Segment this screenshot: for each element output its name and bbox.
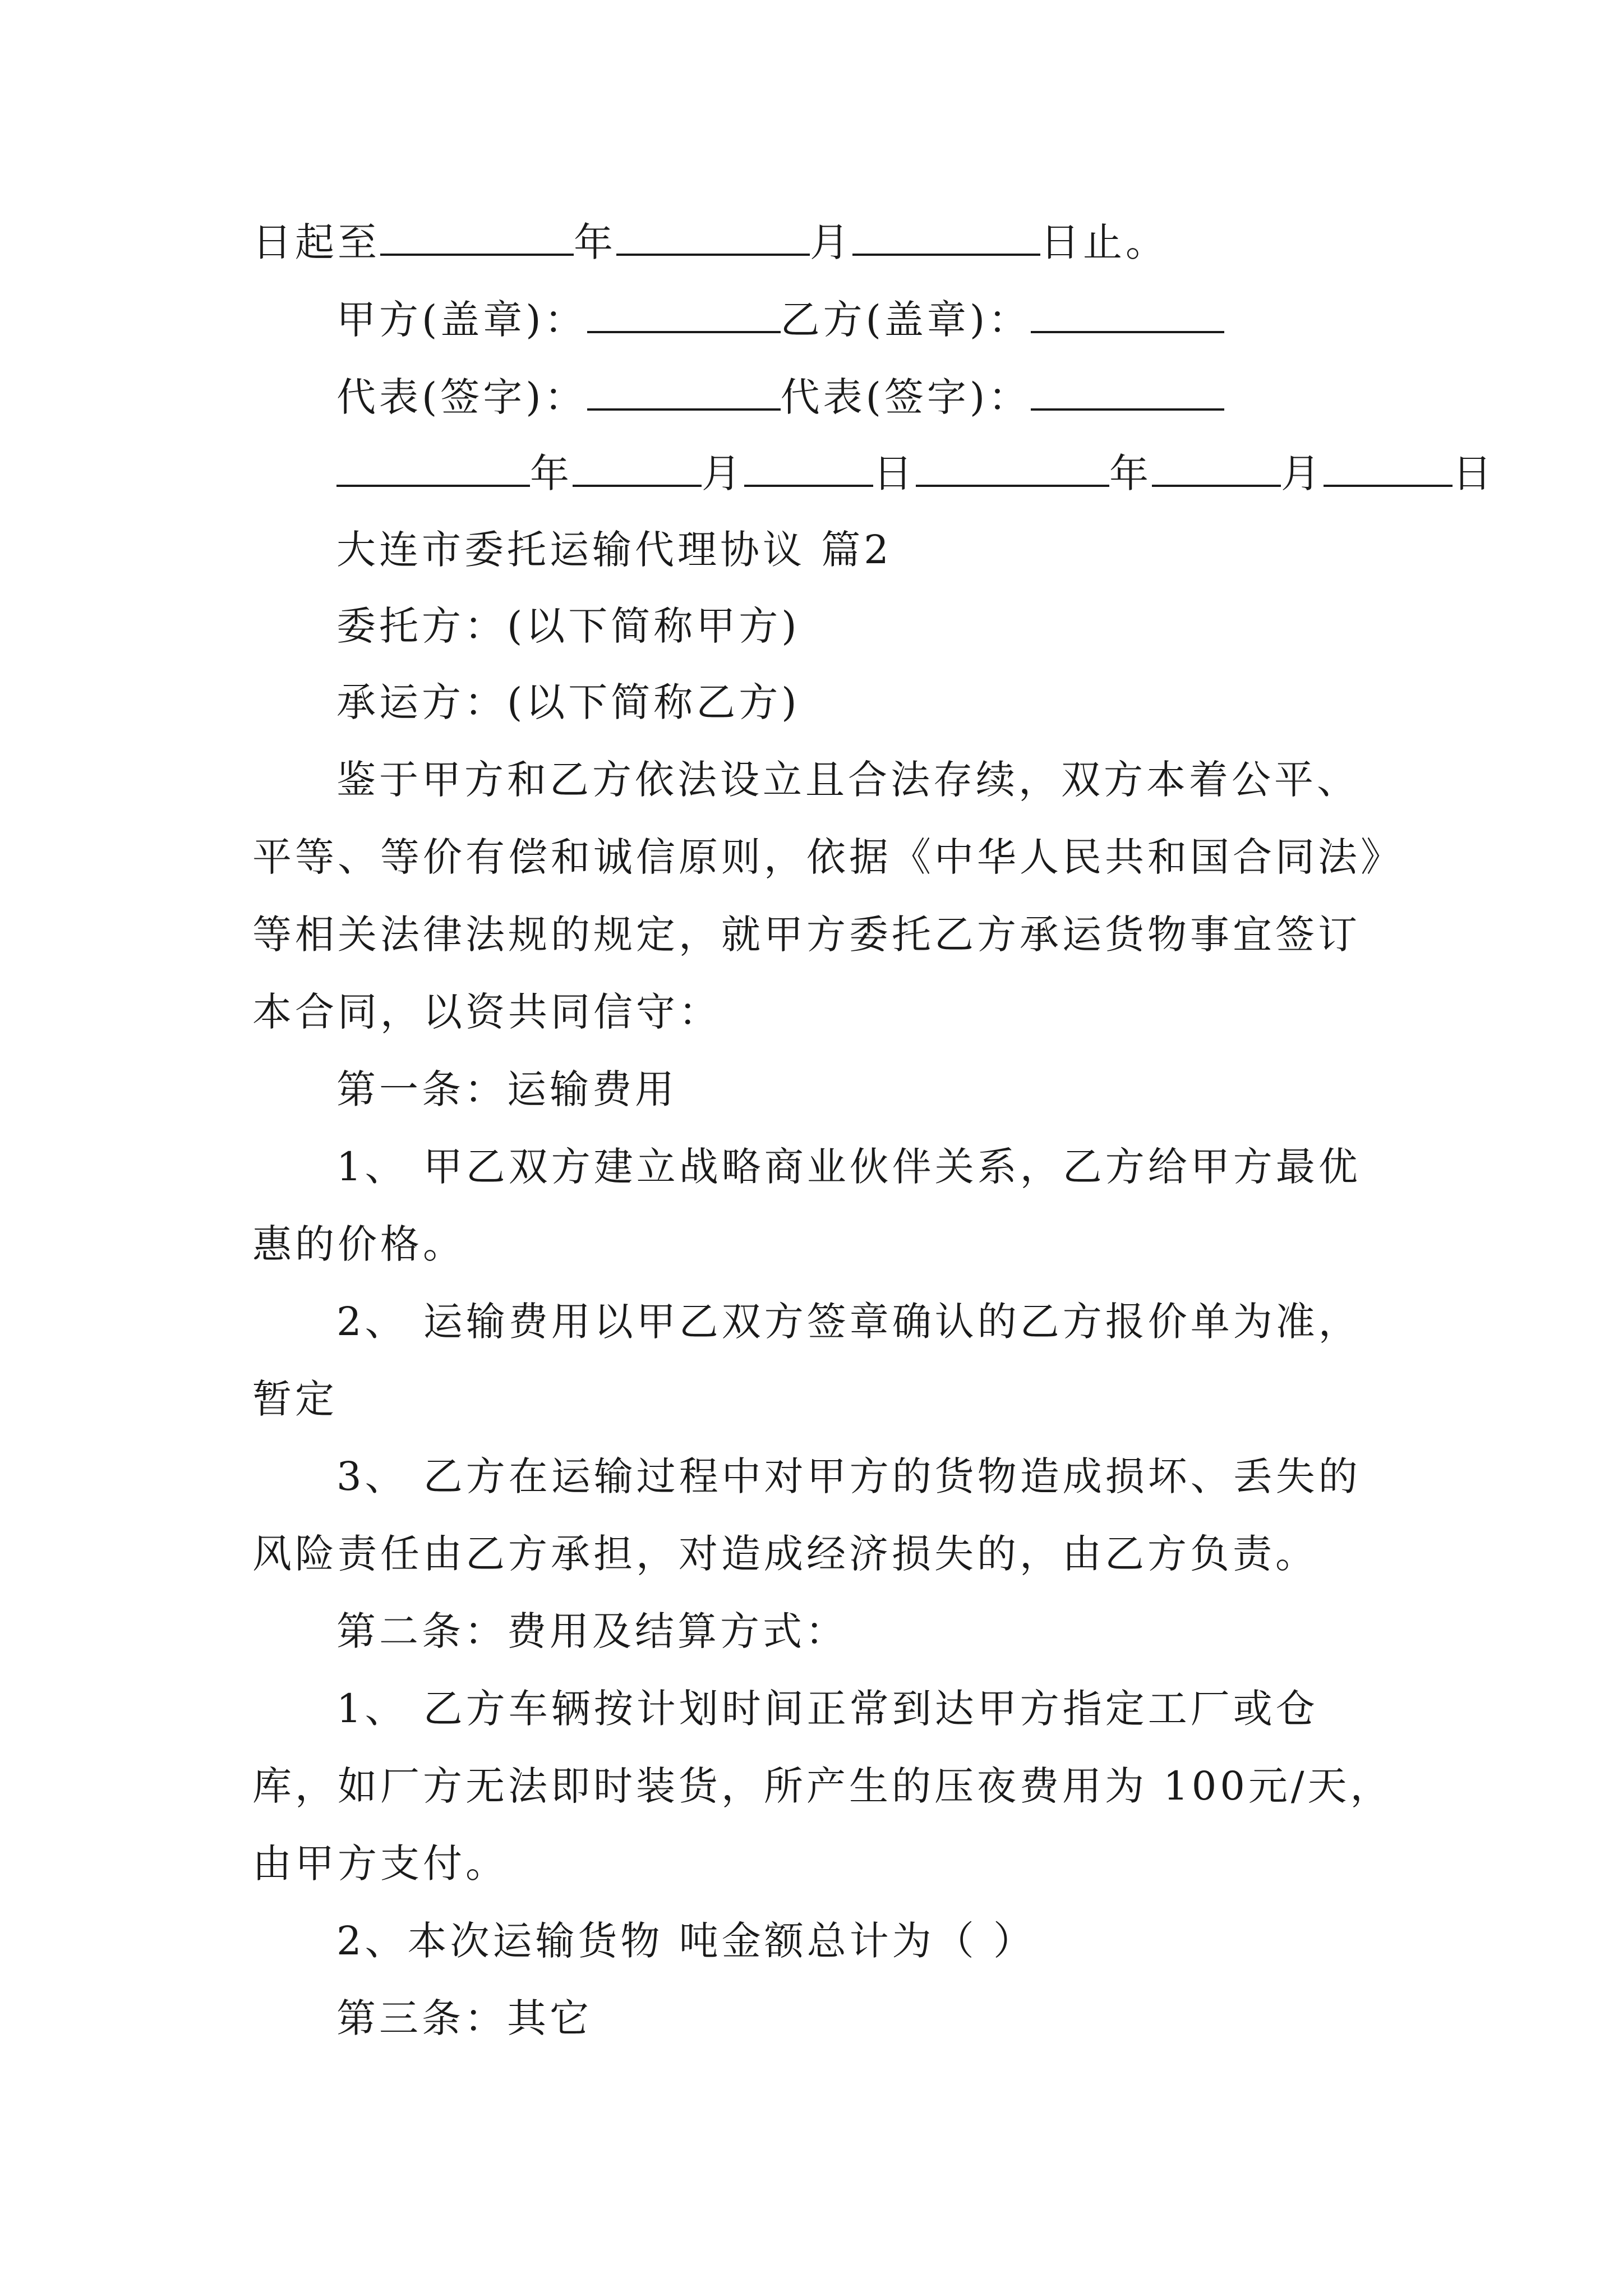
- article-1-item-2-line-1: 2、 运输费用以甲乙双方签章确认的乙方报价单为准，: [336, 1299, 1361, 1345]
- article-3-heading: 第三条：其它: [336, 1995, 592, 2041]
- party-b-seal-label: 乙方(盖章)：: [780, 297, 1031, 343]
- preamble-line-1: 鉴于甲方和乙方依法设立且合法存续，双方本着公平、: [336, 757, 1359, 803]
- party-b-month-label: 月: [1281, 450, 1324, 496]
- date-range-line: [252, 220, 1168, 265]
- text-year: 年: [574, 219, 616, 265]
- party-a-seal-blank: [587, 297, 781, 333]
- party-a-month-label: 月: [702, 450, 744, 496]
- article-2-item-2: 2、本次运输货物 吨金额总计为（ ）: [336, 1918, 1036, 1964]
- article-1-item-1-line-2: 惠的价格。: [252, 1221, 465, 1267]
- party-a-seal-label: 甲方(盖章)：: [336, 297, 587, 343]
- party-b-rep-label: 代表(签字)：: [780, 374, 1031, 420]
- carrier-line: 承运方：(以下简称乙方): [336, 679, 800, 725]
- party-a-year-label: 年: [530, 450, 573, 496]
- preamble-line-3: 等相关法律法规的规定，就甲方委托乙方承运货物事宜签订: [252, 912, 1361, 958]
- representative-line: [336, 375, 1224, 420]
- text-month: 月: [810, 219, 852, 265]
- party-seal-line: [336, 297, 1224, 342]
- party-a-rep-label: 代表(签字)：: [336, 374, 587, 420]
- party-b-day-label: 日: [1453, 450, 1495, 496]
- text-until: 日止。: [1040, 219, 1168, 265]
- party-b-year-blank: [916, 451, 1109, 487]
- party-b-day-blank: [1324, 451, 1453, 487]
- party-b-seal-blank: [1031, 297, 1224, 333]
- blank-day: [852, 220, 1040, 256]
- article-1-heading: 第一条：运输费用: [336, 1066, 677, 1112]
- signing-date-line: [336, 451, 1495, 496]
- blank-year: [380, 220, 574, 256]
- party-b-rep-blank: [1031, 375, 1224, 411]
- text-from: 日起至: [252, 219, 380, 265]
- party-b-year-label: 年: [1109, 450, 1152, 496]
- party-b-month-blank: [1152, 451, 1281, 487]
- article-2-item-1-line-3: 由甲方支付。: [252, 1841, 508, 1887]
- client-line: 委托方：(以下简称甲方): [336, 603, 800, 649]
- article-1-item-3-line-2: 风险责任由乙方承担，对造成经济损失的，由乙方负责。: [252, 1531, 1318, 1577]
- party-a-month-blank: [573, 451, 702, 487]
- party-a-day-blank: [744, 451, 873, 487]
- party-a-rep-blank: [587, 375, 781, 411]
- blank-month: [616, 220, 810, 256]
- article-1-item-1-line-1: 1、 甲乙双方建立战略商业伙伴关系，乙方给甲方最优: [336, 1144, 1361, 1190]
- party-a-year-blank: [336, 451, 530, 487]
- article-2-heading: 第二条：费用及结算方式：: [336, 1608, 848, 1654]
- preamble-line-2: 平等、等价有偿和诚信原则，依据《中华人民共和国合同法》: [252, 834, 1403, 880]
- party-a-day-label: 日: [873, 450, 916, 496]
- article-1-item-2-line-2: 暂定: [252, 1376, 338, 1422]
- article-2-item-1-line-2: 库，如厂方无法即时装货，所产生的压夜费用为 100元/天，: [252, 1763, 1393, 1809]
- article-2-item-1-line-1: 1、 乙方车辆按计划时间正常到达甲方指定工厂或仓: [336, 1686, 1318, 1732]
- section-title: 大连市委托运输代理协议 篇2: [336, 527, 892, 573]
- preamble-line-4: 本合同，以资共同信守：: [252, 989, 721, 1035]
- article-1-item-3-line-1: 3、 乙方在运输过程中对甲方的货物造成损坏、丢失的: [336, 1453, 1361, 1499]
